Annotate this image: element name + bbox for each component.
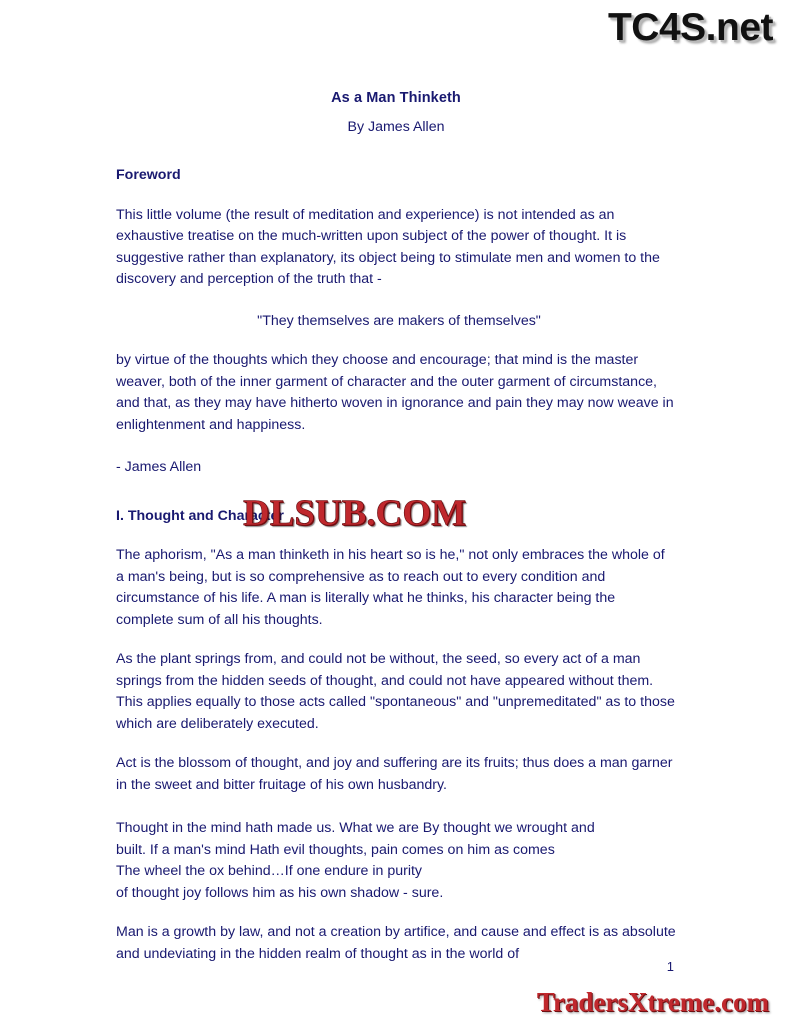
closing-paragraph: Man is a growth by law, and not a creation by artifice, and cause and effect is as absolute and undeviating in the hidden realm of thought as in the world of [116,924,676,962]
chapter-heading: I. Thought and Character [116,507,284,524]
foreword-continued: by virtue of the thoughts which they choose and encourage; that mind is the master weaver, both of the inner garment of character and the outer garment of circumstance, and that, as they may have hitherto woven in ignorance and pain they may now weave in enlightenment and happiness. [116,352,674,433]
verse-line-1: Thought in the mind hath made us. What we are By thought we wrought and [116,820,595,836]
chapter-paragraph-3: Act is the blossom of thought, and joy and suffering are its fruits; thus does a man garner in the sweet and bitter fruitage of his own husbandry. [116,755,673,793]
tradersxtreme-watermark: TradersXtreme.com [536,987,769,1017]
foreword-paragraph: This little volume (the result of meditation and experience) is not intended as an exhaustive treatise on the much-written upon subject of the power of thought. It is suggestive rather than explanatory, its object being to stimulate men and women to the discovery and perception of the truth that - [116,206,660,287]
document-title: As a Man Thinketh [331,90,461,106]
verse-block [116,818,676,904]
page-number: 1 [666,959,674,974]
author-signature: - James Allen [116,459,202,475]
document-byline: By James Allen [347,118,445,135]
tc4s-watermark: TC4S.net [607,6,773,49]
foreword-heading: Foreword [116,167,181,183]
verse-line-4: of thought joy follows him as his own shadow - sure. [116,884,444,901]
chapter-paragraph-2: As the plant springs from, and could not be without, the seed, so every act of a man springs from the hidden seeds of thought, and could not have appeared without them. This applies equally to those acts called "spontaneous" and "unpremeditated" as to those which are deliberately executed. [116,651,675,732]
verse-line-2: built. If a man's mind Hath evil thoughts, pain comes on him as comes [116,841,555,858]
chapter-paragraph-1: The aphorism, "As a man thinketh in his heart so is he," not only embraces the whole of a man's being, but is so comprehensive as to reach out to every condition and circumstance of his life. A man is literally what he thinks, his character being the complete sum of all his thoughts. [116,547,665,628]
foreword-quote: "They themselves are makers of themselves" [257,312,541,329]
dlsub-watermark: DLSUB.COM [243,493,467,534]
verse-line-3: The wheel the ox behind…If one endure in purity [116,863,423,879]
